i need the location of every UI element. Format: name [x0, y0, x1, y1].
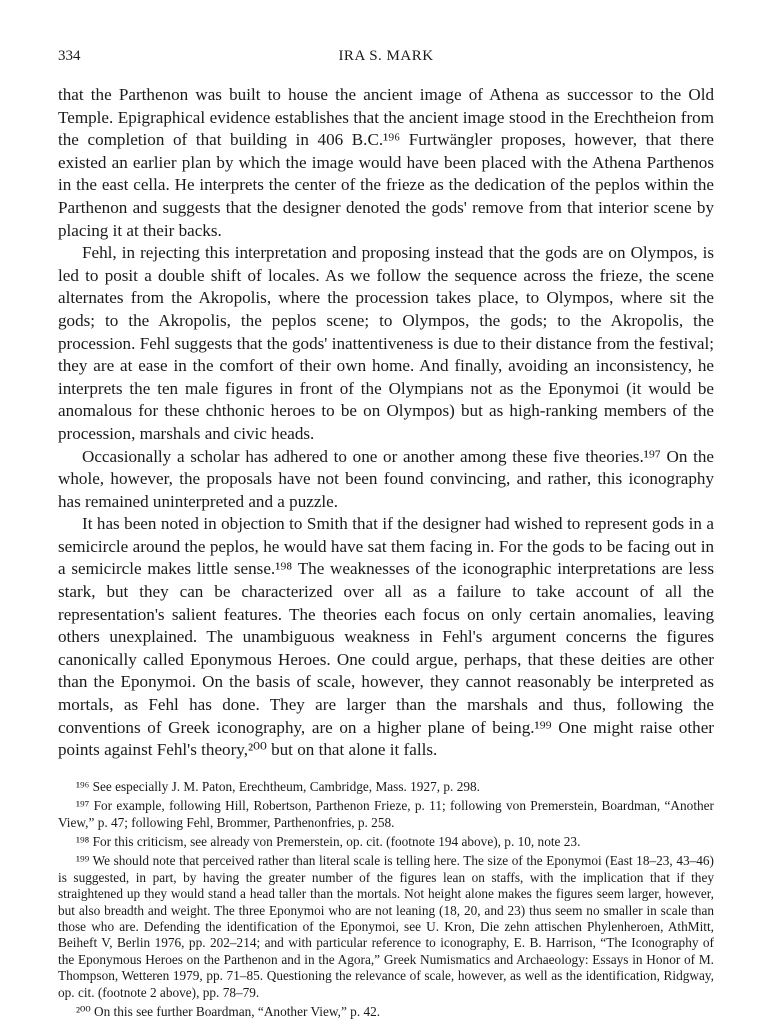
- page-header: [58, 48, 714, 74]
- footnote-200: ²⁰⁰ On this see further Boardman, “Another View,” p. 42.: [76, 1004, 381, 1020]
- paragraph-4: It has been noted in objection to Smith that if the designer had wished to represent gods in a semicircle around the peplos, he would have sat them facing in. For the gods to be facing out in a semicircle makes little sense.¹⁹⁸ The weaknesses of the iconographic interpretations are less stark, but they can be characterized over all as a failure to take account of all the representation's salient features. The theories each focus on only certain anomalies, leaving others unexplained. The unambiguous weakness in Fehl's argument concerns the figures canonically called Eponymous Heroes. One could argue, perhaps, that these deities are other than the Eponymoi. On the basis of scale, however, they cannot reasonably be interpreted as mortals, as Fehl has done. They are larger than the marshals and thus, following the conventions of Greek iconography, are on a higher plane of being.¹⁹⁹ One might raise other points against Fehl's theory,²⁰⁰ but on that alone it falls.: [58, 514, 714, 760]
- running-head: IRA S. MARK: [338, 48, 434, 64]
- paragraph-3: Occasionally a scholar has adhered to one or another among these five theories.¹⁹⁷ On the whole, however, the proposals have not been found convincing, and rather, this iconography has remained uninterpreted and a puzzle.: [58, 446, 714, 511]
- body-text: [58, 84, 714, 762]
- page-number: 334: [58, 48, 81, 64]
- paragraph-2: Fehl, in rejecting this interpretation and proposing instead that the gods are on Olympos, is led to posit a double shift of locales. As we follow the sequence across the frieze, the scene alternates from the Akropolis, where the procession takes place, to Olympos, where sit the gods; to the Akropolis, the peplos scene; to Olympos, the gods; to the Akropolis, the procession. Fehl suggests that the gods' inattentiveness is due to their distance from the festival; they are at ease in the comfort of their own home. And finally, avoiding an inconsistency, he interprets the ten male figures in front of the Olympians not as the Eponymoi (it would be anomalous for these chthonic heroes to be on Olympos) but as high-ranking members of the procession, marshals and civic heads.: [58, 243, 714, 443]
- footnotes: [58, 779, 714, 1021]
- footnote-196: ¹⁹⁶ See especially J. M. Paton, Erechtheum, Cambridge, Mass. 1927, p. 298.: [76, 778, 480, 794]
- footnote-197: ¹⁹⁷ For example, following Hill, Robertson, Parthenon Frieze, p. 11; following von Premerstein, Boardman, “Another View,” p. 47; following Fehl, Brommer, Parthenonfries, p. 258.: [58, 798, 714, 830]
- paragraph-1: that the Parthenon was built to house the ancient image of Athena as successor to the Old Temple. Epigraphical evidence establishes that the ancient image stood in the Erechtheion from the completion of that building in 406 B.C.¹⁹⁶ Furtwängler proposes, however, that there existed an earlier plan by which the image would have been placed with the Athena Parthenos in the east cella. He interprets the center of the frieze as the dedication of the peplos within the Parthenon and suggests that the designer denoted the gods' remove from that interior scene by placing it at their backs.: [58, 85, 714, 240]
- page: [58, 48, 714, 1021]
- footnote-198: ¹⁹⁸ For this criticism, see already von Premerstein, op. cit. (footnote 194 above), p. 10, note 23.: [76, 834, 581, 850]
- footnote-199: ¹⁹⁹ We should note that perceived rather than literal scale is telling here. The size of the Eponymoi (East 18–23, 43–46) is suggested, in part, by having the greater number of the figures lean on staffs, with the implication that if they straightened up they would stand a head taller than the mortals. Not height alone makes the figures seem larger, however, but also breadth and weight. The three Eponymoi who are not leaning (18, 20, and 23) thus seem no smaller in scale than those who are. Defending the identification of the Eponymoi, see U. Kron, Die zehn attischen Phylenheroen, AthMitt, Beiheft V, Berlin 1976, pp. 202–214; and with particular reference to iconography, E. B. Harrison, “The Iconography of the Eponymous Heroes on the Parthenon and in the Agora,” Greek Numismatics and Archaeology: Essays in Honor of M. Thompson, Wetteren 1979, pp. 71–85. Questioning the relevance of scale, however, as well as the identification, Ridgway, op. cit. (footnote 2 above), pp. 78–79.: [58, 853, 714, 1000]
